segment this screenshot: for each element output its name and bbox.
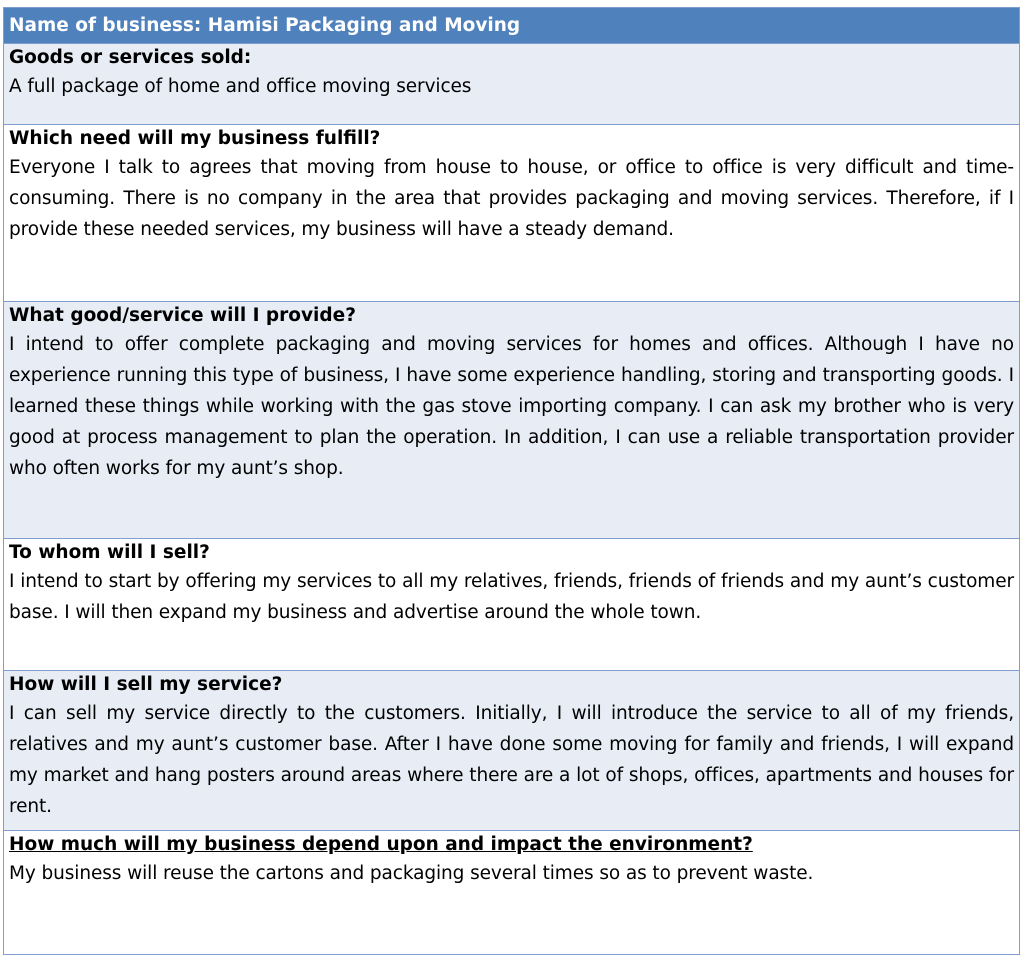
section-question: How much will my business depend upon and impact the environment?: [9, 834, 753, 855]
section-answer: Everyone I talk to agrees that moving from house to house, or office to office is very difficult and time-consuming. There is no company in the area that provides packaging and moving services. Therefore, if I provide these needed services, my business will have a steady demand.: [9, 157, 1014, 240]
section-target-customers: [4, 539, 1019, 671]
section-question: To whom will I sell?: [9, 542, 210, 563]
section-answer: I intend to offer complete packaging and moving services for homes and offices. Although I have no experience running this type of business, I have some experience handling, storing and transporting goods. I learned these things while working with the gas stove importing company. I can ask my brother who is very good at process management to plan the operation. In addition, I can use a reliable transportation provider who often works for my aunt’s shop.: [9, 334, 1014, 479]
section-sales-method: [4, 671, 1019, 831]
section-need-fulfilled: [4, 125, 1019, 302]
section-question: How will I sell my service?: [9, 674, 283, 695]
section-question: Which need will my business fulfill?: [9, 128, 381, 149]
section-environment-impact: [4, 831, 1019, 954]
section-question: What good/service will I provide?: [9, 305, 356, 326]
section-answer: I can sell my service directly to the customers. Initially, I will introduce the service to all of my friends, relatives and my aunt’s customer base. After I have done some moving for family and friends, I will expand my market and hang posters around areas where there are a lot of shops, offices, apartments and houses for rent.: [9, 703, 1014, 817]
section-question: Goods or services sold:: [9, 47, 252, 68]
business-name-title: Name of business: Hamisi Packaging and Moving: [9, 15, 521, 36]
section-good-service-provided: [4, 302, 1019, 539]
section-goods-services: [4, 44, 1019, 125]
section-answer: A full package of home and office moving services: [9, 76, 472, 97]
section-answer: My business will reuse the cartons and packaging several times so as to prevent waste.: [9, 863, 814, 884]
business-name-header: [4, 8, 1019, 44]
section-answer: I intend to start by offering my services to all my relatives, friends, friends of friends and my aunt’s customer base. I will then expand my business and advertise around the whole town.: [9, 571, 1014, 623]
business-plan-table: [3, 7, 1020, 955]
